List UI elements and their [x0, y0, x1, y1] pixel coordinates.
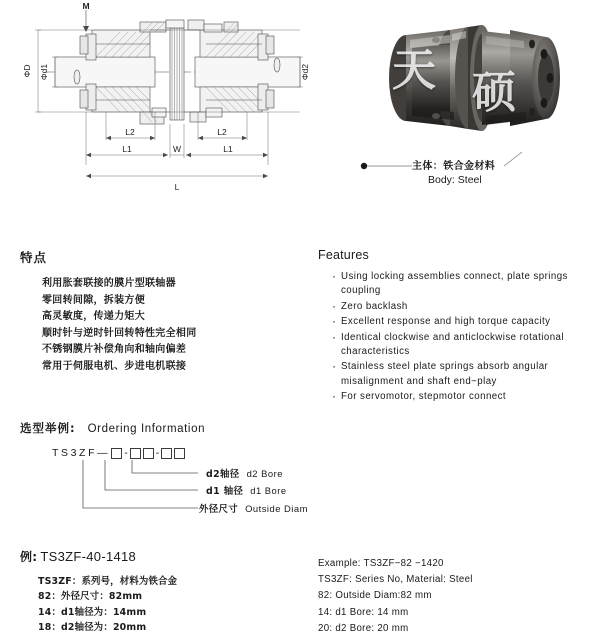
dimension-label-M: M	[82, 1, 90, 11]
features-heading-cn: 特点	[20, 250, 48, 265]
feature-item-cn: 零回转间隙，拆装方便	[42, 294, 145, 306]
feature-item-en: · For servomotor, stepmotor connect	[332, 390, 600, 404]
example-item-en: 20: d2 Bore: 20 mm	[318, 622, 409, 634]
feature-item-cn: 利用胀套联接的膜片型联轴器	[42, 278, 176, 289]
ordering-legend-d2-cn: d2轴径	[206, 469, 240, 480]
dimension-label-L1-right: L1	[223, 144, 233, 154]
coupling-cross-section-drawing	[0, 0, 320, 200]
watermark-character-1: 天	[392, 45, 436, 96]
dimension-label-phi-D: ΦD	[22, 64, 32, 78]
ordering-heading	[20, 420, 350, 436]
example-item-en: Example: TS3ZF−82 −1420	[318, 558, 444, 569]
features-heading-en: Features	[318, 248, 369, 262]
ordering-code-box-d1-b[interactable]	[143, 448, 154, 459]
example-label-cn: 例:	[20, 550, 38, 564]
feature-item-cn: 高灵敏度，传递力矩大	[42, 311, 145, 323]
ordering-heading-en: Ordering Information	[87, 423, 206, 435]
features-section-en	[318, 248, 600, 406]
callout-label-cn: 主体：铁合金材料	[412, 161, 496, 172]
dimension-label-phi-d2: Φd2	[300, 63, 310, 81]
ordering-legend-d1-cn: d1 轴径	[206, 486, 244, 497]
product-photo	[350, 4, 580, 154]
feature-item-cn: 顺时针与逆时针回转特性完全相同	[42, 327, 197, 339]
ordering-code-box-d2-b[interactable]	[174, 448, 185, 459]
dimension-label-L2-left: L2	[125, 127, 135, 137]
ordering-code-dash: -	[124, 447, 128, 459]
coupling-photograph	[350, 4, 580, 154]
example-title-cn	[20, 548, 310, 565]
watermark-character-2: 硕	[472, 67, 516, 118]
ordering-legend-outside-diam-en: Outside Diam	[245, 503, 308, 514]
engineering-drawing-panel	[0, 0, 320, 200]
dimension-label-L2-right: L2	[217, 127, 227, 137]
ordering-code-box-d2-a[interactable]	[161, 448, 172, 459]
dimension-label-phi-d1: Φd1	[39, 63, 49, 81]
ordering-legend-d1	[206, 483, 287, 497]
ordering-heading-cn: 选型举例:	[20, 421, 76, 435]
example-item-en: 82: Outside Diam:82 mm	[318, 590, 432, 602]
feature-item-en: · Identical clockwise and anticlockwise rotational characteristics	[332, 331, 600, 360]
callout-label-en: Body: Steel	[428, 174, 482, 186]
example-item-cn: TS3ZF：系列号，材料为铁合金	[38, 576, 178, 587]
dimension-label-L: L	[174, 182, 180, 192]
features-list-en	[318, 270, 600, 405]
feature-item-en: · Stainless steel plate springs absorb angular misalignment and shaft end−play	[332, 360, 600, 389]
product-photo-panel	[320, 0, 600, 205]
dimension-label-W: W	[172, 144, 182, 154]
ordering-leader-lines	[20, 460, 350, 522]
ordering-code-box-d1-a[interactable]	[130, 448, 141, 459]
ordering-code-box-outside-diam[interactable]	[111, 448, 122, 459]
feature-item-cn: 常用于伺服电机、步进电机联接	[42, 360, 187, 372]
ordering-code-prefix: TS3ZF—	[52, 447, 111, 459]
ordering-legend-d2-en: d2 Bore	[246, 468, 283, 479]
feature-item-en: · Excellent response and high torque capacity	[332, 315, 600, 329]
ordering-code-pattern	[52, 447, 186, 459]
dimension-label-L1-left: L1	[122, 144, 132, 154]
feature-item-en: · Zero backlash	[332, 300, 600, 314]
ordering-information-section	[20, 420, 350, 515]
example-item-cn: 18：d2轴径为：20mm	[38, 622, 147, 634]
example-item-cn: 82：外径尺寸：82mm	[38, 591, 143, 603]
ordering-code-dash: -	[155, 447, 160, 459]
ordering-legend-d1-en: d1 Bore	[250, 485, 287, 496]
example-list-en	[318, 556, 600, 637]
example-item-en: 14: d1 Bore: 14 mm	[318, 606, 409, 618]
ordering-legend-outside-diam	[199, 501, 308, 515]
feature-item-cn: 不锈钢膜片补偿角向和轴向偏差	[42, 344, 187, 356]
example-section-cn	[20, 548, 310, 636]
features-section-cn	[20, 248, 310, 376]
example-list-cn	[20, 574, 310, 636]
ordering-legend-outside-diam-cn: 外径尺寸	[199, 504, 239, 515]
feature-item-en: · Using locking assemblies connect, plate springs coupling	[332, 270, 600, 299]
example-section-en	[318, 556, 600, 637]
example-item-cn: 14：d1轴径为：14mm	[38, 606, 147, 618]
photo-callout	[354, 152, 600, 200]
features-list-cn	[20, 276, 310, 376]
example-item-en: TS3ZF: Series No, Material: Steel	[318, 574, 473, 586]
ordering-legend-d2	[206, 466, 283, 480]
example-code-cn: TS3ZF-40-1418	[40, 549, 137, 564]
